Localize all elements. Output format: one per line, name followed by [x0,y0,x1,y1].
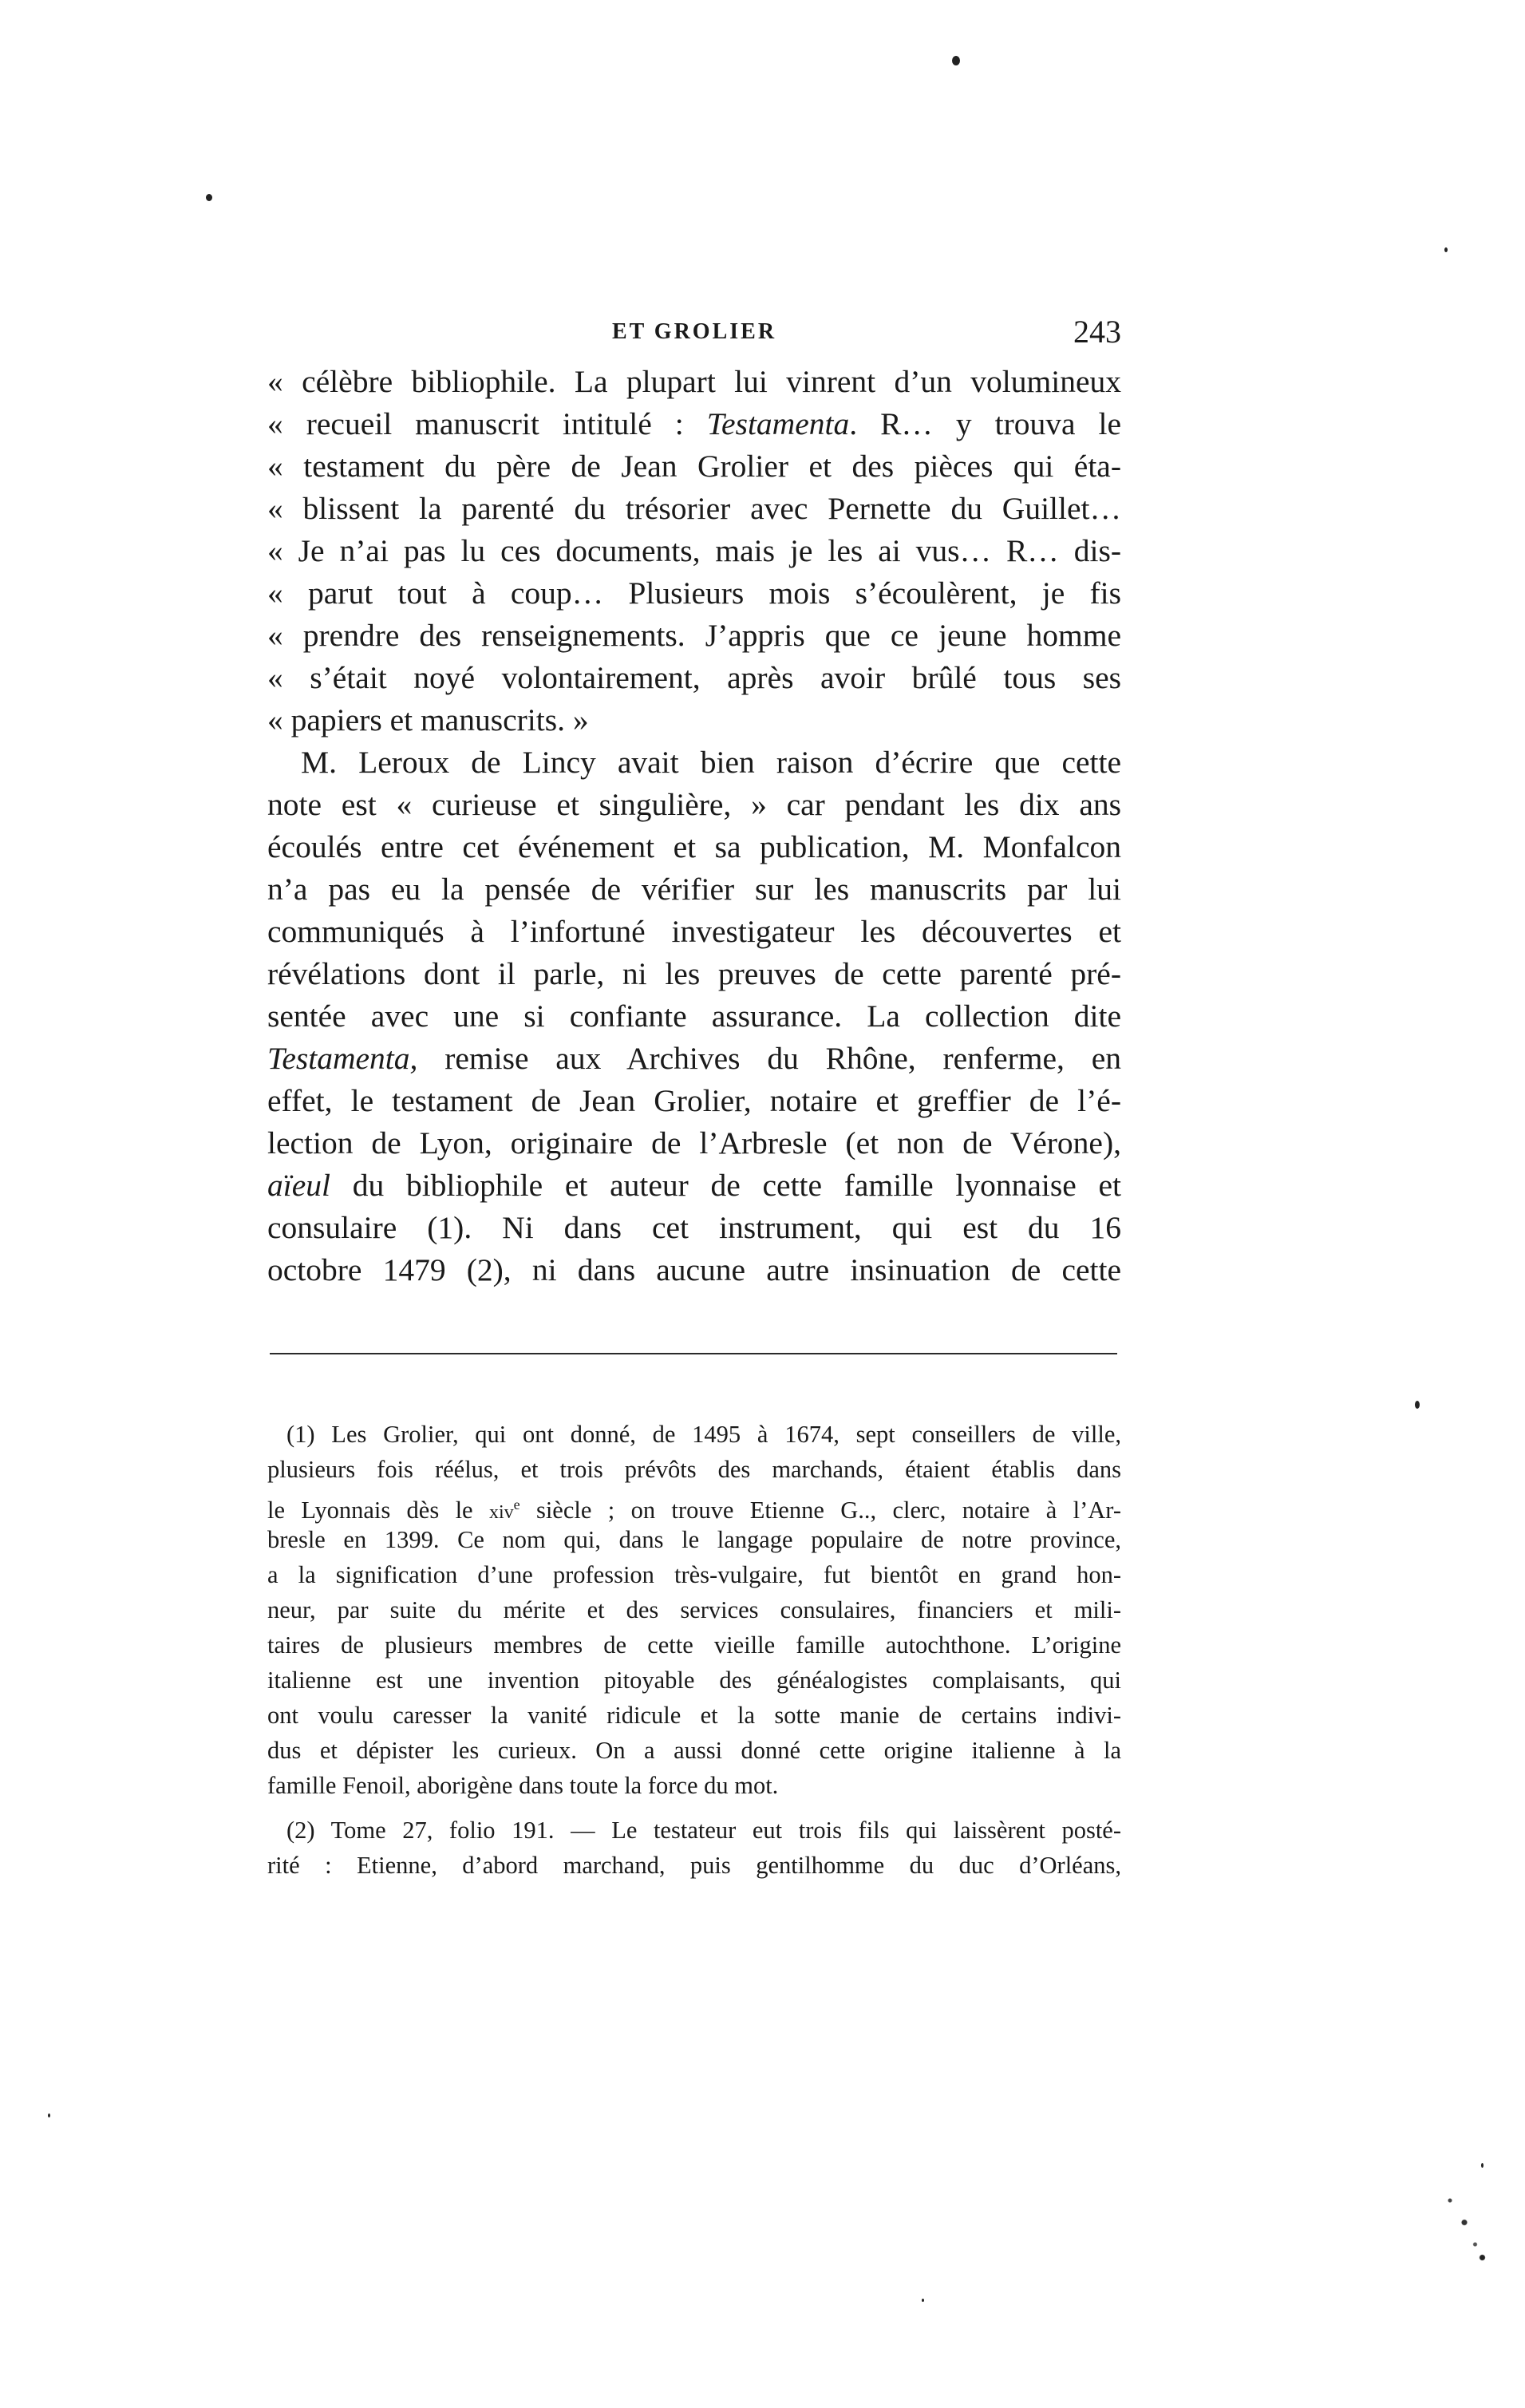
body-line-text: « recueil manuscrit intitulé : [267,406,707,441]
body-line: « prendre des renseignements. J’appris que ce jeune homme [267,618,1121,653]
body-line: effet, le testament de Jean Grolier, notaire et greffier de l’é- [267,1083,1121,1118]
body-line: octobre 1479 (2), ni dans aucune autre insinuation de cette [267,1252,1121,1287]
footnote-separator [270,1353,1117,1354]
footnote-line: bresle en 1399. Ce nom qui, dans le langage populaire de notre province, [267,1526,1121,1553]
page-number: 243 [1073,314,1121,350]
footnote-line: a la signification d’une profession très-vulgaire, fut bientôt en grand hon- [267,1561,1121,1588]
body-line: « Je n’ai pas lu ces documents, mais je les ai vus… R… dis- [267,533,1121,568]
century-numeral: xiv [488,1502,514,1524]
footnote-line: (1) Les Grolier, qui ont donné, de 1495 à 1674, sept conseillers de ville, [286,1421,1121,1448]
ink-speck [952,56,960,65]
body-line: communiqués à l’infortuné investigateur les découvertes et [267,914,1121,949]
body-text [267,361,1121,1291]
body-line: « blissent la parenté du trésorier avec Pernette du Guillet… [267,491,1121,526]
ink-speck [206,194,212,201]
body-line-italic: aïeul [267,1168,330,1203]
body-line: « s’était noyé volontairement, après avoir brûlé tous ses [267,660,1121,695]
footnote-line: ont voulu caresser la vanité ridicule et la sotte manie de certains indivi- [267,1702,1121,1729]
footnote-line-text: siècle ; on trouve Etienne G.., clerc, notaire à l’Ar- [520,1497,1121,1524]
body-line: « célèbre bibliophile. La plupart lui vinrent d’un volumineux [267,364,1121,399]
body-line-text: remise aux Archives du Rhône, renferme, en [417,1041,1121,1076]
body-line-text: . R… y trouva le [849,406,1121,441]
footnote-line: dus et dépister les curieux. On a aussi donné cette origine italienne à la [267,1737,1121,1764]
body-line: écoulés entre cet événement et sa publication, M. Monfalcon [267,829,1121,864]
body-line: consulaire (1). Ni dans cet instrument, qui est du 16 [267,1210,1121,1245]
body-line: note est « curieuse et singulière, » car pendant les dix ans [267,787,1121,822]
body-line [267,1164,1121,1207]
body-line: lection de Lyon, originaire de l’Arbresle (et non de Vérone), [267,1125,1121,1161]
footnote-line: famille Fenoil, aborigène dans toute la force du mot. [267,1772,779,1799]
body-line-text: du bibliophile et auteur de cette famille lyonnaise et [330,1168,1121,1203]
body-line: sentée avec une si confiante assurance. La collection dite [267,998,1121,1034]
footnote-line: taires de plusieurs membres de cette vieille famille autochthone. L’origine [267,1631,1121,1659]
running-title: ET GROLIER [611,319,777,344]
ink-speck [1444,247,1448,252]
body-line: « parut tout à coup… Plusieurs mois s’écoulèrent, je fis [267,575,1121,611]
ink-speck [1481,2163,1484,2168]
body-line: M. Leroux de Lincy avait bien raison d’écrire que cette [301,745,1121,780]
body-line: révélations dont il parle, ni les preuves de cette parenté pré- [267,956,1121,991]
footnote-line: italienne est une invention pitoyable des généalogistes complaisants, qui [267,1667,1121,1694]
footnote-line [267,1487,1121,1522]
body-line: « papiers et manuscrits. » [267,702,589,737]
body-line-italic: Testamenta, [267,1041,418,1076]
running-head [267,313,1121,361]
footnote-gap [267,1803,1121,1813]
century-superscript: e [513,1497,520,1512]
body-line-italic: Testamenta [706,406,850,441]
body-line [267,403,1121,445]
ink-speck [922,2299,924,2302]
footnote-line: plusieurs fois réélus, et trois prévôts des marchands, étaient établis dans [267,1456,1121,1483]
footnote-line-text: le Lyonnais dès le [267,1497,489,1524]
ink-speck [1415,1401,1420,1409]
footnotes [267,1417,1121,1883]
ink-smudge [1428,2183,1500,2271]
ink-speck [48,2113,50,2117]
body-line: n’a pas eu la pensée de vérifier sur les manuscrits par lui [267,872,1121,907]
footnote-line: (2) Tome 27, folio 191. — Le testateur eut trois fils qui laissèrent posté- [286,1817,1121,1844]
footnote-line: rité : Etienne, d’abord marchand, puis gentilhomme du duc d’Orléans, [267,1852,1121,1879]
body-line [267,1038,1121,1080]
footnote-line: neur, par suite du mérite et des services consulaires, financiers et mili- [267,1596,1121,1623]
body-line: « testament du père de Jean Grolier et des pièces qui éta- [267,449,1121,484]
